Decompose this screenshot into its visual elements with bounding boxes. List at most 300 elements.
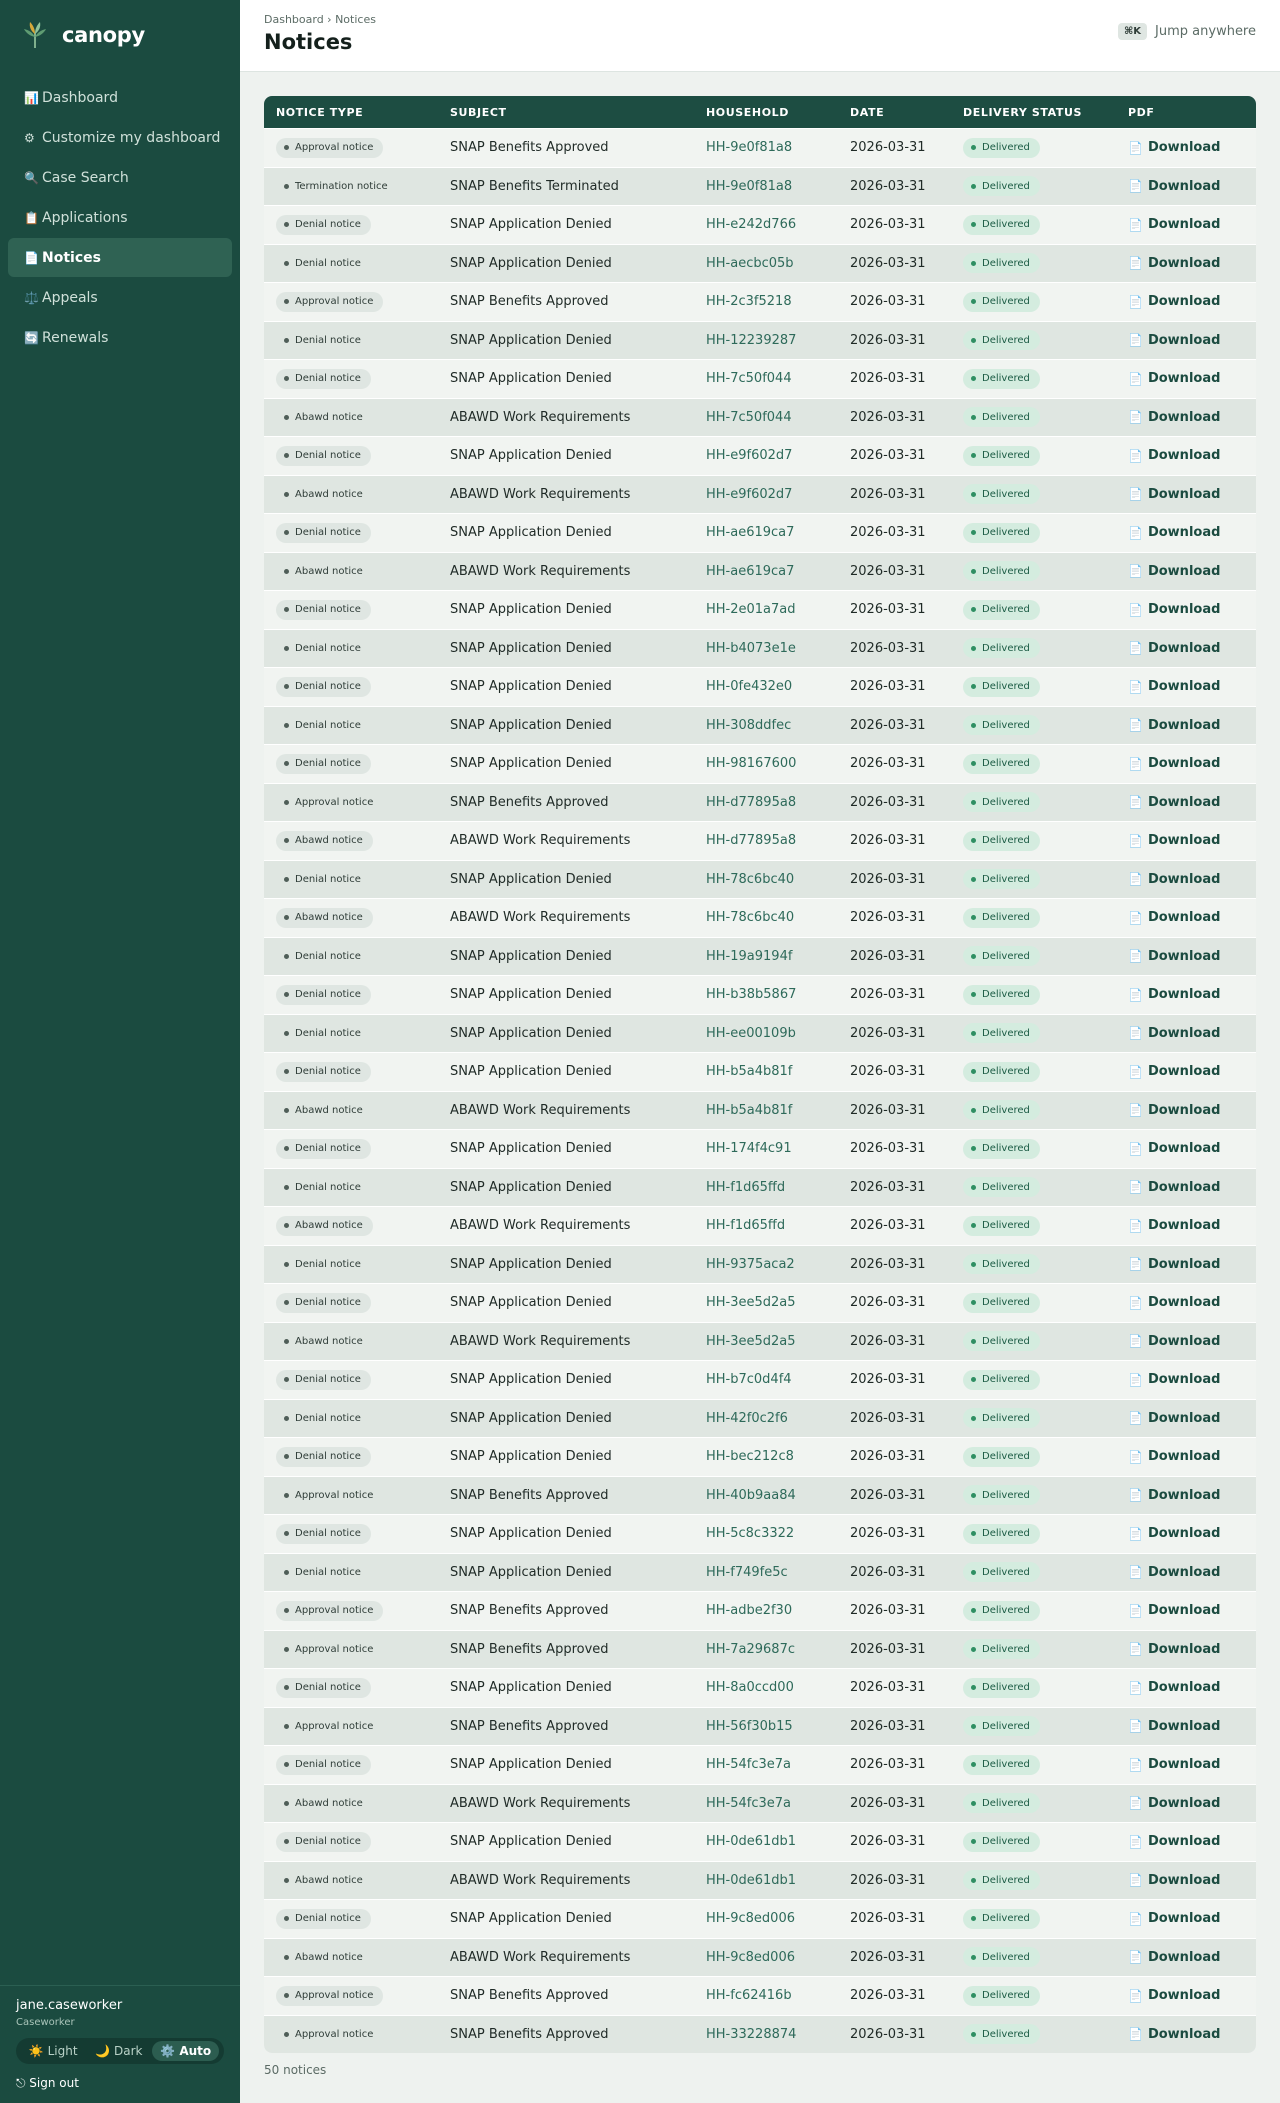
household-link[interactable]: HH-2c3f5218 [706, 294, 792, 310]
notice-type-badge [276, 1524, 371, 1544]
notices-icon: 📄 [24, 250, 39, 265]
household-link[interactable]: HH-3ee5d2a5 [706, 1295, 796, 1311]
document-icon: 📄 [1128, 987, 1143, 1002]
notice-type-badge [276, 831, 373, 851]
download-button[interactable] [1128, 1372, 1220, 1387]
document-icon: 📄 [1128, 1449, 1143, 1464]
notice-type-badge [276, 1023, 371, 1043]
dot-icon [284, 338, 289, 343]
delivery-status-cell [963, 1755, 1128, 1775]
table-row [264, 475, 1256, 514]
status-dot-icon [971, 1993, 976, 1998]
download-button[interactable] [1128, 1988, 1220, 2003]
notice-subject: SNAP Application Denied [450, 1680, 612, 1696]
table-row [264, 513, 1256, 552]
dot-icon [284, 492, 289, 497]
notice-date: 2026-03-31 [850, 1603, 926, 1619]
download-button[interactable] [1128, 217, 1220, 232]
status-label: Delivered [982, 219, 1030, 231]
notice-date: 2026-03-31 [850, 1256, 926, 1272]
download-button[interactable] [1128, 1911, 1220, 1926]
download-button[interactable] [1128, 448, 1220, 463]
household-link[interactable]: HH-174f4c91 [706, 1141, 792, 1157]
notice-type-badge [276, 1909, 371, 1929]
delivery-status-cell [963, 330, 1128, 350]
jump-anywhere-button[interactable] [1118, 23, 1256, 40]
document-icon: 📄 [1128, 256, 1143, 270]
status-label: Delivered [982, 527, 1030, 539]
column-header-subject[interactable]: SUBJECT [450, 105, 507, 119]
sidebar-item-notices[interactable] [8, 238, 232, 277]
notice-type-label: Approval notice [295, 796, 374, 808]
household-link[interactable]: HH-e9f602d7 [706, 448, 793, 464]
download-button[interactable] [1128, 1411, 1220, 1426]
download-button[interactable] [1128, 1180, 1220, 1195]
sidebar-nav [8, 78, 232, 358]
notice-date: 2026-03-31 [850, 371, 926, 387]
delivery-status-cell [963, 292, 1128, 312]
user-panel [0, 1985, 240, 2091]
download-button[interactable] [1128, 1796, 1220, 1811]
household-link[interactable]: HH-54fc3e7a [706, 1795, 792, 1811]
sidebar-item-case-search[interactable] [8, 158, 232, 197]
pdf-cell [1128, 1064, 1256, 1080]
download-button[interactable] [1128, 2027, 1220, 2042]
sidebar-item-label: Dashboard [42, 89, 118, 106]
download-button[interactable] [1128, 1334, 1220, 1349]
download-label: Download [1147, 1025, 1221, 1041]
notice-type-label: Approval notice [295, 1605, 374, 1617]
document-icon: 📄 [1128, 1257, 1143, 1271]
download-button[interactable] [1128, 1488, 1220, 1503]
download-button[interactable] [1128, 949, 1220, 964]
household-link[interactable]: HH-3ee5d2a5 [706, 1333, 796, 1349]
household-link[interactable]: HH-9c8ed006 [706, 1911, 795, 1927]
column-header-notice-type[interactable]: NOTICE TYPE [276, 105, 364, 119]
table-row [264, 321, 1256, 360]
household-link[interactable]: HH-e9f602d7 [706, 486, 793, 502]
status-label: Delivered [982, 912, 1030, 924]
theme-switcher [16, 2038, 224, 2064]
status-label: Delivered [982, 1951, 1030, 1963]
download-button[interactable] [1128, 1449, 1220, 1464]
download-button[interactable] [1128, 1565, 1220, 1580]
notice-subject: ABAWD Work Requirements [450, 563, 631, 579]
status-label: Delivered [982, 1066, 1030, 1078]
download-label: Download [1147, 255, 1221, 271]
status-label: Delivered [982, 1181, 1030, 1193]
user-name: jane.caseworker [16, 1998, 123, 2013]
status-badge [963, 1447, 1040, 1467]
notice-subject: SNAP Application Denied [450, 717, 612, 733]
download-button[interactable] [1128, 795, 1220, 810]
status-badge [963, 523, 1040, 543]
notice-subject: SNAP Application Denied [450, 1449, 612, 1465]
household-link[interactable]: HH-f1d65ffd [706, 1218, 786, 1234]
notice-type-badge [276, 869, 371, 889]
table-row [264, 1976, 1256, 2015]
column-header-date[interactable]: DATE [850, 105, 885, 119]
notice-type-cell [264, 1023, 450, 1043]
household-link[interactable]: HH-9e0f81a8 [706, 178, 793, 194]
table-row [264, 1052, 1256, 1091]
notice-type-badge [276, 330, 371, 350]
table-row [264, 398, 1256, 437]
household-link[interactable]: HH-0fe432e0 [706, 679, 793, 695]
delivery-status-cell [963, 523, 1128, 543]
pdf-cell [1128, 718, 1256, 734]
table-row [264, 1630, 1256, 1669]
applications-icon: 📋 [24, 210, 39, 225]
pdf-cell [1128, 371, 1256, 387]
download-button[interactable] [1128, 718, 1220, 733]
household-link[interactable]: HH-ae619ca7 [706, 525, 795, 541]
notice-type-badge [276, 1331, 373, 1351]
notice-type-badge [276, 600, 371, 620]
download-button[interactable] [1128, 179, 1220, 194]
household-link[interactable]: HH-7c50f044 [706, 371, 792, 387]
download-label: Download [1147, 1603, 1221, 1618]
household-link[interactable]: HH-56f30b15 [706, 1718, 793, 1734]
notice-type-label: Denial notice [295, 334, 361, 346]
notice-subject: ABAWD Work Requirements [450, 409, 631, 425]
household-link[interactable]: HH-adbe2f30 [706, 1603, 793, 1619]
delivery-status-cell [963, 831, 1128, 851]
household-link[interactable]: HH-f749fe5c [706, 1564, 788, 1580]
status-dot-icon [971, 723, 976, 728]
household-link[interactable]: HH-ae619ca7 [706, 563, 795, 579]
household-link[interactable]: HH-b38b5867 [706, 987, 797, 1003]
notice-subject: SNAP Application Denied [450, 1256, 612, 1272]
notice-type-badge [276, 369, 371, 389]
status-dot-icon [971, 1647, 976, 1652]
household-link[interactable]: HH-40b9aa84 [706, 1487, 796, 1503]
notice-type-badge [276, 523, 371, 543]
table-row [264, 2015, 1256, 2054]
notice-type-label: Denial notice [295, 373, 361, 385]
download-label: Download [1147, 1564, 1221, 1580]
download-label: Download [1147, 486, 1221, 502]
download-button[interactable] [1128, 1834, 1220, 1849]
notice-date: 2026-03-31 [850, 255, 926, 271]
household-link[interactable]: HH-98167600 [706, 756, 797, 772]
download-button[interactable] [1128, 294, 1220, 309]
status-badge [963, 1331, 1040, 1351]
document-icon: 📄 [1128, 641, 1143, 655]
download-button[interactable] [1128, 371, 1220, 386]
status-badge [963, 292, 1040, 312]
household-link[interactable]: HH-7a29687c [706, 1641, 795, 1657]
household-link[interactable]: HH-308ddfec [706, 717, 792, 733]
sidebar-item-appeals[interactable] [8, 278, 232, 317]
status-dot-icon [971, 915, 976, 920]
download-button[interactable] [1128, 641, 1220, 656]
download-label: Download [1147, 1487, 1221, 1503]
breadcrumb[interactable]: Dashboard › Notices [264, 13, 376, 26]
household-link[interactable]: HH-b5a4b81f [706, 1064, 793, 1080]
download-label: Download [1147, 2026, 1221, 2042]
household-link[interactable]: HH-42f0c2f6 [706, 1410, 788, 1426]
notice-type-cell [264, 138, 450, 158]
document-icon: 📄 [1128, 217, 1143, 232]
dot-icon [284, 607, 289, 612]
household-link[interactable]: HH-f1d65ffd [706, 1179, 786, 1195]
status-badge [963, 330, 1040, 350]
household-link[interactable]: HH-d77895a8 [706, 794, 797, 810]
download-button[interactable] [1128, 1603, 1220, 1618]
download-label: Download [1147, 217, 1221, 232]
sidebar-item-dashboard[interactable] [8, 78, 232, 117]
delivery-status-cell [963, 638, 1128, 658]
status-badge [963, 908, 1040, 928]
household-link[interactable]: HH-2e01a7ad [706, 602, 796, 618]
table-row [264, 1553, 1256, 1592]
notice-type-cell [264, 1601, 450, 1621]
notice-date: 2026-03-31 [850, 948, 926, 964]
download-button[interactable] [1128, 410, 1220, 425]
household-link[interactable]: HH-78c6bc40 [706, 871, 795, 887]
download-label: Download [1147, 1949, 1221, 1965]
download-button[interactable] [1128, 756, 1220, 771]
download-button[interactable] [1128, 1295, 1220, 1310]
download-button[interactable] [1128, 564, 1220, 579]
household-link[interactable]: HH-8a0ccd00 [706, 1680, 794, 1696]
document-icon: 📄 [1128, 2027, 1143, 2041]
household-link[interactable]: HH-12239287 [706, 332, 797, 348]
household-link[interactable]: HH-e242d766 [706, 217, 797, 233]
notice-date: 2026-03-31 [850, 1564, 926, 1580]
status-label: Delivered [982, 180, 1030, 192]
household-link[interactable]: HH-b7c0d4f4 [706, 1372, 792, 1388]
download-label: Download [1147, 679, 1221, 694]
download-button[interactable] [1128, 1103, 1220, 1118]
theme-option-auto[interactable] [152, 2041, 219, 2061]
status-dot-icon [971, 222, 976, 227]
notice-date: 2026-03-31 [850, 602, 926, 618]
download-button[interactable] [1128, 1757, 1220, 1772]
download-button[interactable] [1128, 487, 1220, 502]
document-icon: 📄 [1128, 1103, 1143, 1117]
download-button[interactable] [1128, 872, 1220, 887]
household-link[interactable]: HH-0de61db1 [706, 1872, 797, 1888]
table-row [264, 1168, 1256, 1207]
dot-icon [284, 684, 289, 689]
household-link[interactable]: HH-b4073e1e [706, 640, 796, 656]
notice-type-cell [264, 985, 450, 1005]
delivery-status-cell [963, 176, 1128, 196]
sidebar-item-applications[interactable] [8, 198, 232, 237]
dot-icon [284, 1416, 289, 1421]
download-button[interactable] [1128, 1873, 1220, 1888]
download-button[interactable] [1128, 1719, 1220, 1734]
household-link[interactable]: HH-bec212c8 [706, 1449, 794, 1465]
status-badge [963, 1793, 1040, 1813]
dot-icon [284, 261, 289, 266]
download-button[interactable] [1128, 1950, 1220, 1965]
status-dot-icon [971, 1416, 976, 1421]
column-header-household[interactable]: HOUSEHOLD [706, 105, 790, 119]
household-link[interactable]: HH-5c8c3322 [706, 1526, 795, 1542]
download-button[interactable] [1128, 1526, 1220, 1541]
notice-subject: ABAWD Work Requirements [450, 1218, 631, 1234]
table-row [264, 744, 1256, 783]
status-label: Delivered [982, 1143, 1030, 1155]
pdf-cell [1128, 410, 1256, 426]
dot-icon [284, 915, 289, 920]
table-row [264, 128, 1256, 167]
sidebar-item-label: Case Search [42, 169, 129, 186]
status-dot-icon [971, 1262, 976, 1267]
notice-subject: SNAP Application Denied [450, 1911, 612, 1927]
download-button[interactable] [1128, 256, 1220, 271]
dot-icon [284, 299, 289, 304]
download-label: Download [1147, 987, 1221, 1002]
pdf-cell [1128, 2027, 1256, 2043]
sidebar-item-renewals[interactable] [8, 318, 232, 357]
notice-type-badge [276, 1447, 371, 1467]
column-header-delivery-status[interactable]: DELIVERY STATUS [963, 105, 1083, 119]
household-link[interactable]: HH-0de61db1 [706, 1834, 797, 1850]
delivery-status-cell [963, 561, 1128, 581]
customize-my-dashboard-icon: ⚙ [24, 130, 35, 145]
sidebar-item-customize-my-dashboard[interactable] [8, 118, 232, 157]
household-link[interactable]: HH-19a9194f [706, 948, 793, 964]
download-button[interactable] [1128, 1642, 1220, 1657]
download-label: Download [1147, 1526, 1221, 1541]
download-button[interactable] [1128, 140, 1220, 155]
status-dot-icon [971, 761, 976, 766]
dot-icon [284, 184, 289, 189]
delivery-status-cell [963, 1177, 1128, 1197]
notice-type-badge [276, 407, 373, 427]
dot-icon [284, 2032, 289, 2037]
notice-type-badge [276, 946, 371, 966]
household-link[interactable]: HH-ee00109b [706, 1025, 796, 1041]
download-button[interactable] [1128, 602, 1220, 617]
download-button[interactable] [1128, 333, 1220, 348]
household-link[interactable]: HH-7c50f044 [706, 409, 792, 425]
notice-subject: ABAWD Work Requirements [450, 1102, 631, 1118]
pdf-cell [1128, 1372, 1256, 1388]
dot-icon [284, 1146, 289, 1151]
notice-type-cell [264, 1793, 450, 1813]
household-link[interactable]: HH-b5a4b81f [706, 1102, 793, 1118]
table-row [264, 667, 1256, 706]
download-label: Download [1147, 948, 1221, 964]
household-link[interactable]: HH-aecbc05b [706, 255, 794, 271]
brand[interactable] [22, 18, 145, 52]
notice-type-label: Approval notice [295, 1643, 374, 1655]
notice-subject: SNAP Application Denied [450, 255, 612, 271]
status-dot-icon [971, 1878, 976, 1883]
notice-type-label: Denial notice [295, 758, 361, 770]
download-label: Download [1147, 1872, 1221, 1888]
pdf-cell [1128, 1680, 1256, 1696]
document-icon: 📄 [1128, 1218, 1143, 1233]
status-badge [963, 1139, 1040, 1159]
document-icon: 📄 [1128, 1719, 1143, 1733]
download-button[interactable] [1128, 1026, 1220, 1041]
household-link[interactable]: HH-54fc3e7a [706, 1757, 792, 1773]
dot-icon [284, 838, 289, 843]
household-link[interactable]: HH-9375aca2 [706, 1256, 795, 1272]
status-label: Delivered [982, 604, 1030, 616]
household-link[interactable]: HH-78c6bc40 [706, 910, 795, 926]
pdf-cell [1128, 602, 1256, 618]
notice-subject: SNAP Application Denied [450, 448, 612, 464]
notice-type-badge [276, 1639, 383, 1659]
delivery-status-cell [963, 715, 1128, 735]
download-label: Download [1147, 1718, 1221, 1734]
table-row [264, 1399, 1256, 1438]
household-link[interactable]: HH-33228874 [706, 2026, 797, 2042]
status-dot-icon [971, 261, 976, 266]
sign-out-button[interactable]: ⎋ Sign out [16, 2076, 79, 2090]
download-button[interactable] [1128, 833, 1220, 848]
notice-type-label: Denial notice [295, 873, 361, 885]
notice-type-badge [276, 908, 373, 928]
download-label: Download [1147, 1333, 1221, 1349]
download-button[interactable] [1128, 987, 1220, 1002]
household-link[interactable]: HH-9c8ed006 [706, 1949, 795, 1965]
sidebar-item-label: Renewals [42, 329, 109, 346]
household-link[interactable]: HH-d77895a8 [706, 833, 797, 849]
status-dot-icon [971, 1839, 976, 1844]
document-icon: 📄 [1128, 525, 1143, 540]
download-button[interactable] [1128, 525, 1220, 540]
delivery-status-cell [963, 369, 1128, 389]
download-button[interactable] [1128, 1141, 1220, 1156]
download-button[interactable] [1128, 1257, 1220, 1272]
notice-date: 2026-03-31 [850, 1025, 926, 1041]
dot-icon [284, 1570, 289, 1575]
status-badge [963, 1370, 1040, 1390]
status-label: Delivered [982, 1720, 1030, 1732]
theme-option-dark[interactable] [87, 2041, 150, 2061]
column-header-pdf[interactable]: PDF [1128, 105, 1155, 119]
status-badge [963, 215, 1040, 235]
pdf-cell [1128, 1642, 1256, 1658]
download-label: Download [1147, 602, 1221, 617]
status-dot-icon [971, 1955, 976, 1960]
table-row [264, 821, 1256, 860]
notice-type-badge [276, 1293, 371, 1313]
notice-date: 2026-03-31 [850, 486, 926, 502]
download-button[interactable] [1128, 679, 1220, 694]
theme-option-light[interactable] [21, 2041, 86, 2061]
status-dot-icon [971, 800, 976, 805]
household-link[interactable]: HH-9e0f81a8 [706, 140, 793, 156]
download-button[interactable] [1128, 1680, 1220, 1695]
status-label: Delivered [982, 1104, 1030, 1116]
notice-date: 2026-03-31 [850, 871, 926, 887]
download-button[interactable] [1128, 1218, 1220, 1233]
status-badge [963, 715, 1040, 735]
status-badge [963, 1909, 1040, 1929]
notice-type-cell [264, 1254, 450, 1274]
download-button[interactable] [1128, 1064, 1220, 1079]
household-link[interactable]: HH-fc62416b [706, 1988, 792, 2004]
download-button[interactable] [1128, 910, 1220, 925]
document-icon: 📄 [1128, 1180, 1143, 1194]
table-row [264, 552, 1256, 591]
download-label: Download [1147, 563, 1221, 579]
status-label: Delivered [982, 1682, 1030, 1694]
status-label: Delivered [982, 1335, 1030, 1347]
status-dot-icon [971, 838, 976, 843]
delivery-status-cell [963, 1832, 1128, 1852]
pdf-cell [1128, 1180, 1256, 1196]
